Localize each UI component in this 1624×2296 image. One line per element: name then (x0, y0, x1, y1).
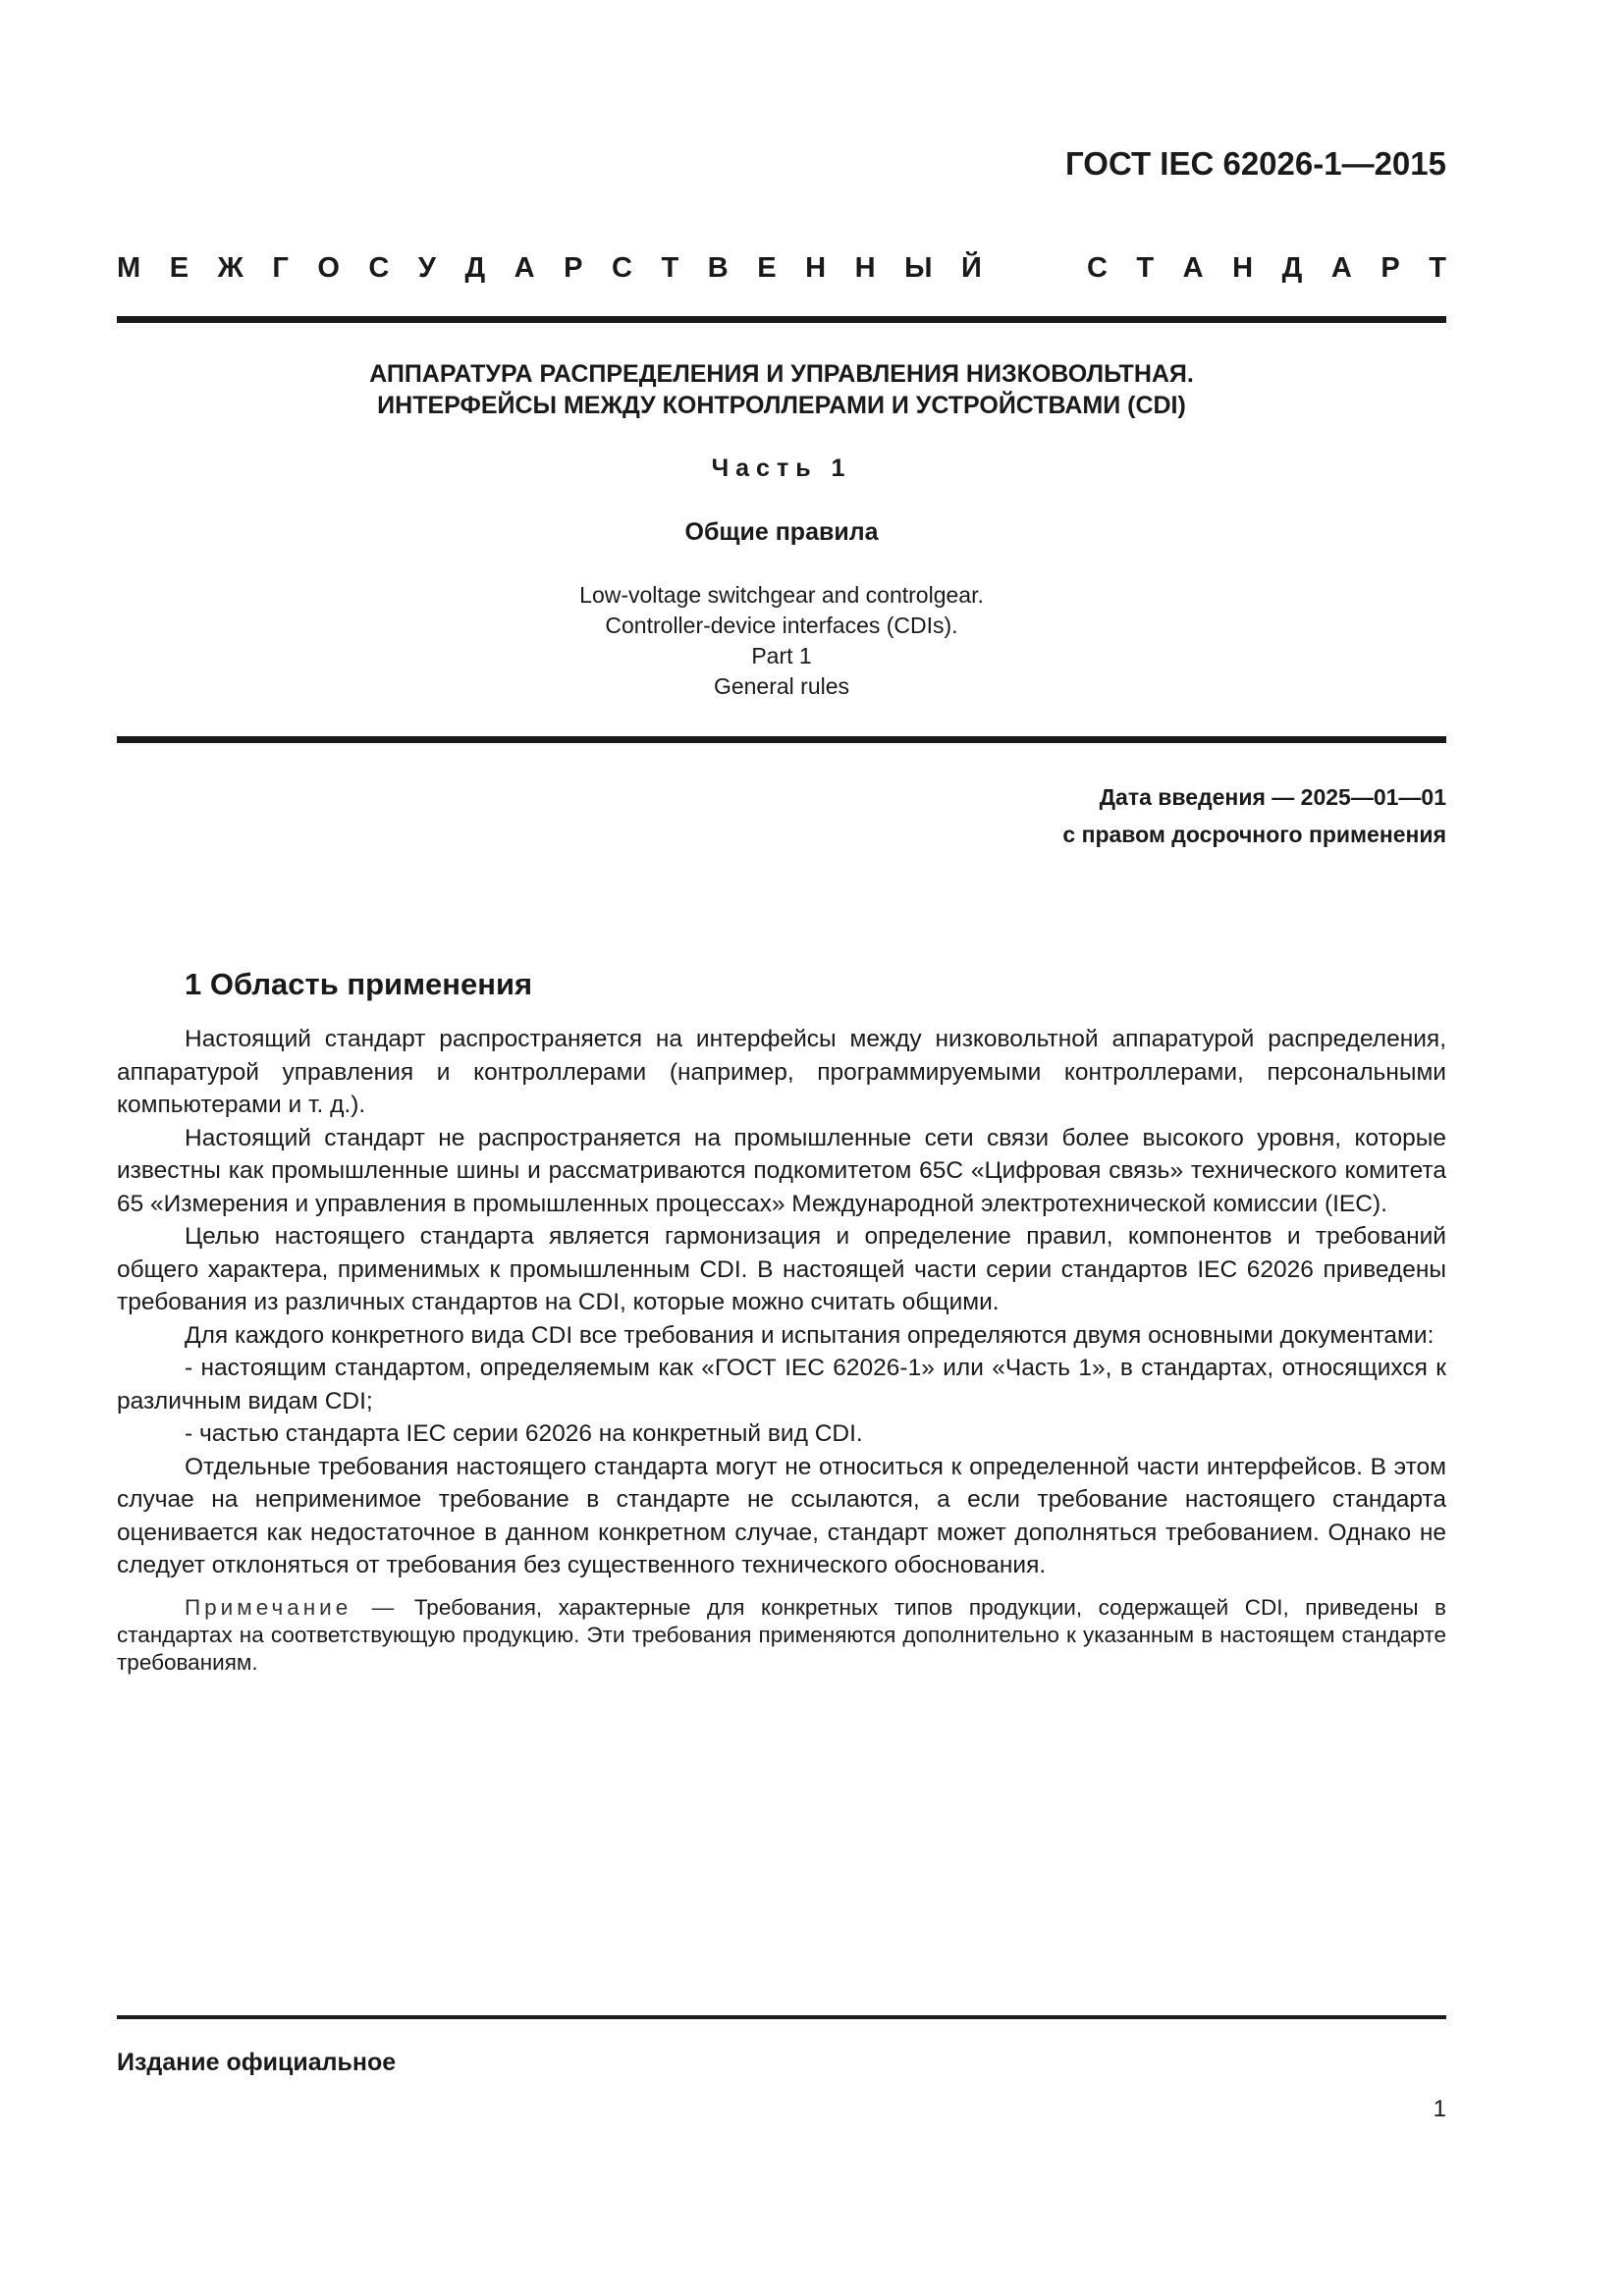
english-title (117, 580, 1446, 702)
paragraph: Настоящий стандарт не распространяется на промышленные сети связи более высокого уровня, которые известны как промышленные шины и рассматриваются подкомитетом 65С «Цифровая связь» технического комитета 65 «Измерения и управления в промышленных процессах» Международной электротехнической комиссии (IEC). (117, 1124, 1446, 1217)
banner-letter: Г (272, 252, 289, 284)
banner-letter: У (417, 252, 436, 284)
banner-letter: Р (564, 252, 583, 284)
banner-letter: Н (805, 252, 827, 284)
paragraph: Отдельные требования настоящего стандарта могут не относиться к определенной части интерфейсов. В этом случае на неприменимое требование в стандарте не ссылаются, а если требование настоящего стандарта оценивается как недостаточное в данном конкретном случае, стандарт может дополняться требованием. Однако не следует отклоняться от требования без существенного технического обоснования. (117, 1453, 1446, 1578)
banner-letter: В (707, 252, 729, 284)
banner-letter: А (514, 252, 535, 284)
banner-letter: А (1330, 252, 1352, 284)
banner-letter: Е (757, 252, 777, 284)
banner-letter: Н (854, 252, 876, 284)
edition-label: Издание официальное (117, 2049, 397, 2076)
list-item: - настоящим стандартом, определяемым как «ГОСТ IEC 62026-1» или «Часть 1», в стандартах, относящихся к различным видам CDI; (117, 1355, 1446, 1415)
note-text: Требования, характерные для конкретных типов продукции, содержащей CDI, приведены в стандартах на соответствующую продукцию. Эти требования применяются дополнительно к указанным в настоящем стандарте требованиям. (117, 1594, 1447, 1675)
banner-letter: Т (1136, 252, 1155, 284)
document-number: ГОСТ IEC 62026-1—2015 (1065, 145, 1446, 182)
title-divider (117, 736, 1446, 743)
banner-letter: Й (961, 252, 982, 284)
early-application-note: с правом досрочного применения (1062, 822, 1446, 847)
paragraph: Целью настоящего стандарта является гармонизация и определение правил, компонентов и требований общего характера, применимых к промышленным CDI. В настоящей части серии стандартов IEC 62026 приведены требования из различных стандартов на CDI, которые можно считать общими. (117, 1223, 1446, 1315)
title-line: АППАРАТУРА РАСПРЕДЕЛЕНИЯ И УПРАВЛЕНИЯ НИЗКОВОЛЬТНАЯ. (369, 360, 1194, 388)
banner-letter: Н (1232, 252, 1254, 284)
banner-letter: С (612, 252, 632, 284)
banner-letter: Е (169, 252, 189, 284)
document-subtitle: Общие правила (684, 518, 879, 546)
english-title-line: Controller-device interfaces (CDIs). (605, 613, 958, 638)
banner-letter: О (317, 252, 340, 284)
list-item: - частью стандарта IEC серии 62026 на конкретный вид CDI. (185, 1420, 863, 1447)
document-title (117, 358, 1446, 421)
banner-letter: Р (1380, 252, 1400, 284)
introduction-date-block (1062, 778, 1446, 853)
english-title-line: Low-voltage switchgear and controlgear. (579, 582, 984, 608)
banner-letter: Т (661, 252, 679, 284)
section-body (117, 1023, 1446, 1677)
banner-letter: Ж (217, 252, 244, 284)
banner-letter: Т (1429, 252, 1446, 284)
part-label: Часть 1 (711, 454, 852, 482)
footer-divider (117, 2015, 1446, 2019)
paragraph: Настоящий стандарт распространяется на интерфейсы между низковольтной аппаратурой распределения, аппаратурой управления и контроллерами (например, программируемыми контроллерами, персональными компьютерами и т. д.). (117, 1026, 1446, 1118)
english-title-line: Part 1 (751, 643, 812, 668)
banner-letter: А (1182, 252, 1204, 284)
banner-letter: С (1086, 252, 1108, 284)
english-title-line: General rules (713, 673, 850, 699)
note (117, 1594, 1446, 1677)
note-label: Примечание — (185, 1594, 399, 1620)
page-number: 1 (1433, 2096, 1446, 2122)
banner-letter: Д (1281, 252, 1303, 284)
introduction-date: Дата введения — 2025—01—01 (1099, 784, 1446, 810)
top-divider (117, 316, 1446, 323)
title-line: ИНТЕРФЕЙСЫ МЕЖДУ КОНТРОЛЛЕРАМИ И УСТРОЙСТВАМИ (CDI) (377, 392, 1186, 419)
banner-letter: Д (464, 252, 486, 284)
paragraph: Для каждого конкретного вида CDI все требования и испытания определяются двумя основными документами: (185, 1321, 1435, 1349)
banner-letter: М (117, 252, 141, 284)
banner-word-gap (1010, 252, 1057, 285)
banner-letter: Ы (904, 252, 933, 284)
section-heading: 1 Область применения (185, 967, 533, 1001)
banner-letter: С (368, 252, 390, 284)
standard-type-banner (117, 252, 1446, 285)
